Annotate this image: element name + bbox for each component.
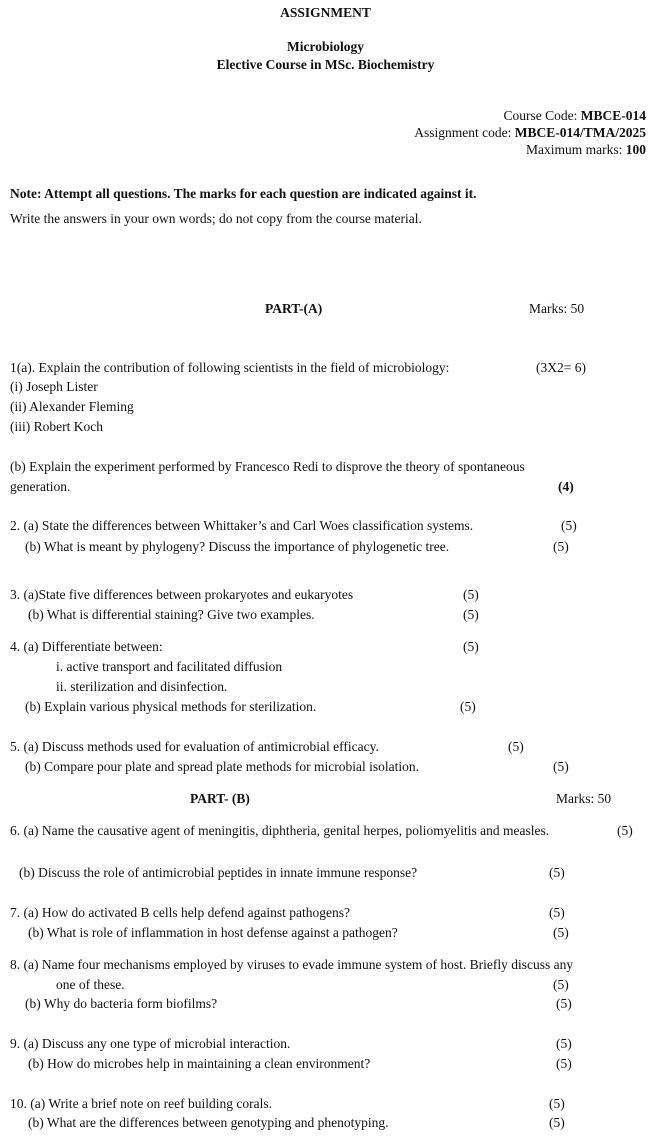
q5b-marks: (5)	[553, 759, 569, 774]
q5a-marks: (5)	[508, 739, 524, 754]
q4a-text: 4. (a) Differentiate between:	[10, 639, 163, 654]
q4a-marks: (5)	[463, 639, 479, 654]
q3b-text: (b) What is differential staining? Give two examples.	[28, 607, 315, 622]
q8a-text-line2: one of these.	[56, 977, 125, 992]
q1a-item-ii: (ii) Alexander Fleming	[10, 399, 134, 414]
q1a-text: 1(a). Explain the contribution of following scientists in the field of microbiology:	[10, 360, 450, 375]
q7b-text: (b) What is role of inflammation in host defense against a pathogen?	[28, 925, 398, 940]
q4b-text: (b) Explain various physical methods for sterilization.	[25, 699, 317, 714]
q9a-text: 9. (a) Discuss any one type of microbial interaction.	[10, 1036, 291, 1051]
q4a-item-i: i. active transport and facilitated diffusion	[56, 659, 283, 674]
assignment-code-line	[414, 126, 646, 140]
q8b-marks: (5)	[556, 996, 572, 1011]
q8b-text: (b) Why do bacteria form biofilms?	[25, 996, 218, 1011]
q1b-text-line1: (b) Explain the experiment performed by Francesco Redi to disprove the theory of spontaneous	[10, 459, 525, 474]
q3a-text: 3. (a)State five differences between prokaryotes and eukaryotes	[10, 587, 354, 602]
q1a-item-iii: (iii) Robert Koch	[10, 419, 103, 434]
q6b-marks: (5)	[549, 865, 565, 880]
q10a-text: 10. (a) Write a brief note on reef building corals.	[10, 1096, 272, 1111]
course-code-label: Course Code:	[503, 108, 578, 123]
q5a-text: 5. (a) Discuss methods used for evaluation of antimicrobial efficacy.	[10, 739, 379, 754]
q2b-marks: (5)	[553, 539, 569, 554]
part-b-title: PART- (B)	[190, 791, 250, 806]
course-title: Elective Course in MSc. Biochemistry	[216, 57, 435, 72]
note-text: Note: Attempt all questions. The marks for each question are indicated against it.	[10, 186, 477, 201]
q10a-marks: (5)	[549, 1096, 565, 1111]
course-code-value: MBCE-014	[580, 108, 646, 123]
q7a-marks: (5)	[549, 905, 565, 920]
part-b-marks: Marks: 50	[556, 791, 612, 806]
q6a-marks: (5)	[617, 823, 633, 838]
q1b-text-line2: generation.	[10, 479, 71, 494]
q1b-marks: (4)	[558, 479, 574, 494]
q9a-marks: (5)	[556, 1036, 572, 1051]
part-a-title: PART-(A)	[265, 301, 323, 316]
q4a-item-ii: ii. sterilization and disinfection.	[56, 679, 228, 694]
q4b-marks: (5)	[460, 699, 476, 714]
course-code-line	[504, 109, 647, 123]
q9b-marks: (5)	[556, 1056, 572, 1071]
q7b-marks: (5)	[553, 925, 569, 940]
assignment-code-label: Assignment code:	[414, 125, 512, 140]
q7a-text: 7. (a) How do activated B cells help defend against pathogens?	[10, 905, 351, 920]
assignment-code-value: MBCE-014/TMA/2025	[514, 125, 646, 140]
q10b-marks: (5)	[549, 1115, 565, 1130]
q6b-text: (b) Discuss the role of antimicrobial peptides in innate immune response?	[19, 865, 418, 880]
q1a-item-i: (i) Joseph Lister	[10, 379, 98, 394]
instruction-text: Write the answers in your own words; do not copy from the course material.	[10, 211, 422, 226]
q9b-text: (b) How do microbes help in maintaining a clean environment?	[28, 1056, 371, 1071]
q3a-marks: (5)	[463, 587, 479, 602]
document-title: ASSIGNMENT	[280, 5, 371, 20]
q8a-text-line1: 8. (a) Name four mechanisms employed by viruses to evade immune system of host. Briefly discuss any	[10, 957, 574, 972]
max-marks-label: Maximum marks:	[526, 142, 623, 157]
subject-title: Microbiology	[287, 39, 364, 54]
max-marks-value: 100	[625, 142, 646, 157]
q3b-marks: (5)	[463, 607, 479, 622]
q5b-text: (b) Compare pour plate and spread plate methods for microbial isolation.	[25, 759, 420, 774]
q10b-text: (b) What are the differences between genotyping and phenotyping.	[28, 1115, 389, 1130]
max-marks-line	[526, 143, 646, 157]
q2a-marks: (5)	[561, 518, 577, 533]
q6a-text: 6. (a) Name the causative agent of meningitis, diphtheria, genital herpes, poliomyelitis and measles.	[10, 823, 550, 838]
part-a-marks: Marks: 50	[529, 301, 585, 316]
q1a-marks: (3X2= 6)	[536, 360, 586, 375]
q2b-text: (b) What is meant by phylogeny? Discuss the importance of phylogenetic tree.	[25, 539, 450, 554]
q2a-text: 2. (a) State the differences between Whittaker’s and Carl Woes classification systems.	[10, 518, 474, 533]
q8a-marks: (5)	[553, 977, 569, 992]
